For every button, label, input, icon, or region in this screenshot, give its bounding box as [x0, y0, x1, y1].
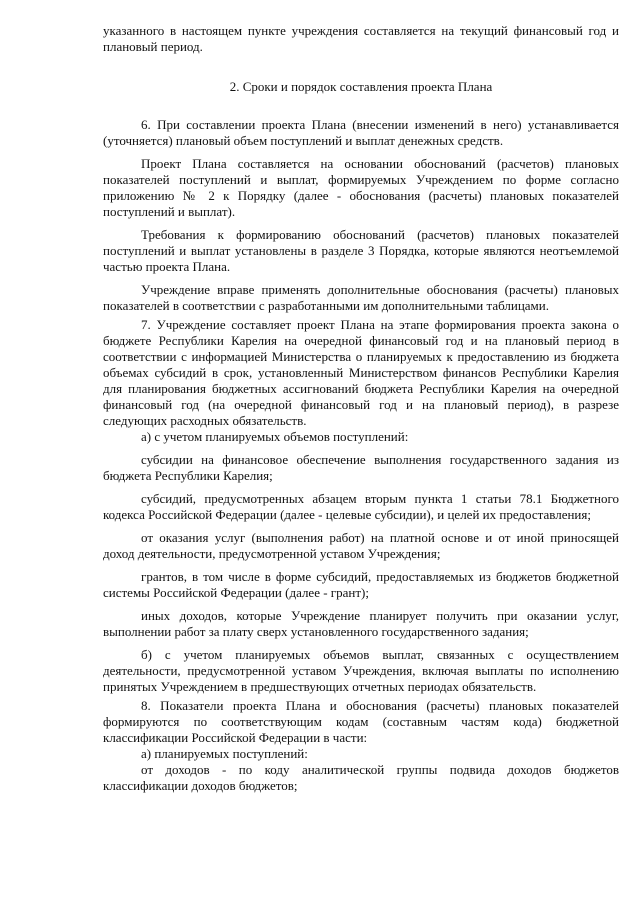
list-item-income-code: от доходов - по коду аналитической группы подвида доходов бюджетов классификации доходов бюджетов; [103, 762, 619, 793]
list-item-paid-services: от оказания услуг (выполнения работ) на платной основе и от иной приносящей доход деятельности, предусмотренной уставом Учреждения; [103, 530, 619, 561]
list-item-grants: грантов, в том числе в форме субсидий, предоставляемых из бюджетов бюджетной системы Российской Федерации (далее - грант); [103, 569, 619, 600]
paragraph-plan-basis: Проект Плана составляется на основании обоснований (расчетов) плановых показателей поступлений и выплат, формируемых Учреждением по форме согласно приложению № 2 к Порядку (далее - обоснования (расчеты) плановых показателей поступлений и выплат). [103, 156, 619, 219]
paragraph-6: 6. При составлении проекта Плана (внесении изменений в него) устанавливается (уточняется) плановый объем поступлений и выплат денежных средств. [103, 117, 619, 148]
paragraph-requirements: Требования к формированию обоснований (расчетов) плановых показателей поступлений и выплат установлены в разделе 3 Порядка, которые являются неотъемлемой частью проекта Плана. [103, 227, 619, 274]
list-item-b: б) с учетом планируемых объемов выплат, связанных с осуществлением деятельности, предусмотренной уставом Учреждения, включая выплаты по исполнению принятых Учреждением в предшествующих отчетных периодах обязательств. [103, 647, 619, 694]
paragraph-7: 7. Учреждение составляет проект Плана на этапе формирования проекта закона о бюджете Республики Карелия на очередной финансовый год и на плановый период в соответствии с информацией Министерства о планируемых к предоставлению из бюджета объемах субсидий в срок, установленный Министерством финансов Республики Карелия для планирования бюджетных ассигнований бюджета Республики Карелия на очередной финансовый год (на очередной финансовый год и на плановый период), в разрезе следующих расходных обязательств. [103, 317, 619, 428]
list-item-other-income: иных доходов, которые Учреждение планирует получить при оказании услуг, выполнении работ за плату сверх установленного государственного задания; [103, 608, 619, 639]
section-title: 2. Сроки и порядок составления проекта Плана [229, 79, 493, 94]
list-item-target-subsidies: субсидий, предусмотренных абзацем вторым пункта 1 статьи 78.1 Бюджетного кодекса Российской Федерации (далее - целевые субсидии), и целей их предоставления; [103, 491, 619, 522]
list-item-subsidy-state-task: субсидии на финансовое обеспечение выполнения государственного задания из бюджета Республики Карелия; [103, 452, 619, 483]
document-page [103, 23, 619, 794]
paragraph-additional-justifications: Учреждение вправе применять дополнительные обоснования (расчеты) плановых показателей в соответствии с разработанными им дополнительными таблицами. [103, 282, 619, 313]
list-item-a: а) с учетом планируемых объемов поступлений: [141, 429, 409, 444]
list-item-planned-receipts: а) планируемых поступлений: [141, 746, 308, 761]
paragraph-8: 8. Показатели проекта Плана и обоснования (расчеты) плановых показателей формируются по соответствующим кодам (составным частям кода) бюджетной классификации Российской Федерации в части: [103, 698, 619, 745]
paragraph-continuation: указанного в настоящем пункте учреждения составляется на текущий финансовый год и плановый период. [103, 23, 619, 54]
